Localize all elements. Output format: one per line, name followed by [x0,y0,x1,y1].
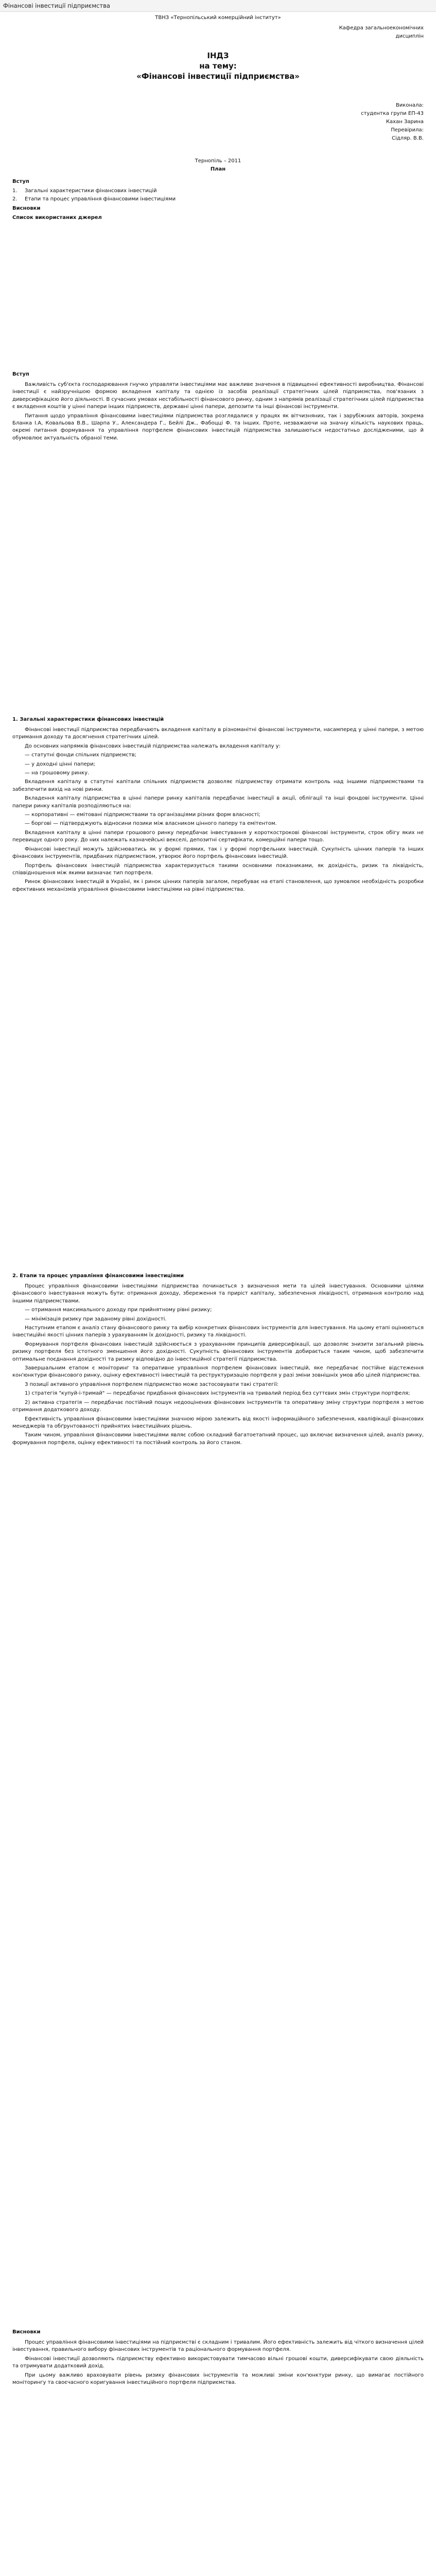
paragraph: Процес управління фінансовими інвестиціями на підприємстві є складним і тривалим. Його ефективність залежить від чіткого визначення цілей інвестування, правильного вибору фінансових інструментів та раціонального формування портфеля. [12,2340,424,2353]
student-name: Кахан Зарина [386,119,424,125]
student-group: студентка групи ЕП-43 [361,111,424,116]
plan-item-text: Етапи та процес управління фінансовими інвестиціями [25,196,176,202]
paragraph: До основних напрямків фінансових інвестицій підприємства належать вкладення капіталу у: [25,743,281,749]
department-line-2: дисциплін [395,33,424,39]
checked-by-label: Перевірила: [391,127,424,133]
conclusions-body [12,2339,424,2388]
done-by-label: Виконала: [395,103,424,108]
department-line: Кафедра загальноекономічних [339,25,424,31]
ministry-line: ТВНЗ «Тернопільський комерційний інститут» [155,15,281,21]
plan-item-text: Загальні характеристики фінансових інвестицій [25,188,157,194]
plan-conclusions: Висновки [12,206,41,211]
conclusions-heading: Висновки [12,2329,41,2335]
section-1-body [12,726,424,895]
list-item: — корпоративні — емітовані підприємствами та організаціями різних форм власності; [25,812,260,818]
intro-body [12,381,424,444]
window-title-bar [0,0,436,12]
paragraph: Ефективність управління фінансовими інвестиціями значною мірою залежить від якості інформаційного забезпечення, кваліфікації фінансових менеджерів та обґрунтованості прийнятих інвестиційних рішень. [12,1416,424,1429]
paragraph: Завершальним етапом є моніторинг та оперативне управління портфелем фінансових інвестицій, яке передбачає постійне відстеження кон'юнктури фінансового ринку, оцінку ефективності інвестицій та реструктуризацію портфеля у разі зміни зовнішніх умов або цілей підприємства. [12,1365,424,1379]
plan-title: План [210,166,226,172]
list-item: — боргові — підтверджують відносини позики між власником цінного паперу та емітентом. [25,821,277,827]
section-1-heading: 1. Загальні характеристики фінансових інвестицій [12,717,164,722]
list-item: 2) активна стратегія — передбачає постійний пошук недооцінених фінансових інструментів та оперативну зміну структури портфеля з метою отримання додаткового доходу. [12,1399,424,1413]
paragraph: Фінансові інвестиції дозволяють підприємству ефективно використовувати тимчасово вільні грошові кошти, диверсифікувати свою діяльність та отримувати додатковий дохід. [12,2355,424,2369]
window-title: Фінансові інвестиції підприємства [3,2,110,9]
plan-references: Список використаних джерел [12,215,102,221]
paragraph: Портфель фінансових інвестицій підприємства характеризується такими основними показниками, як дохідність, ризик та ліквідність, співвідношення між якими визначає тип портфеля. [12,862,424,876]
plan-item-2 [12,196,424,203]
paragraph: Фінансові інвестиції підприємства передбачають вкладення капіталу в різноманітні фінансові інструменти, насамперед у цінні папери, з метою отримання доходу та досягнення стратегічних цілей. [12,727,424,740]
paragraph: Вкладення капіталу в цінні папери грошового ринку передбачає інвестування у короткострокові фінансові інструменти, строк обігу яких не перевищує одного року. До них належать казначейські векселі, депозитні сертифікати, комерційні папери тощо. [12,829,424,843]
paragraph: З позиції активного управління портфелем підприємство може застосовувати такі стратегії: [25,1381,279,1387]
intro-heading: Вступ [12,371,29,377]
list-item: — у доходні цінні папери; [25,761,95,767]
topic-title: «Фінансові інвестиції підприємства» [136,72,300,81]
paragraph: При цьому важливо враховувати рівень ризику фінансових інструментів та можливі зміни кон'юнктури ринку, що вимагає постійного моніторингу та своєчасного коригування інвестиційного портфеля підприємства. [12,2372,424,2386]
list-item: — отримання максимального доходу при прийнятному рівні ризику; [25,1307,212,1313]
plan-intro: Вступ [12,179,29,184]
paragraph: Питання щодо управління фінансовими інвестиціями підприємства розглядалися у працях як вітчизняних, так і зарубіжних авторів, зокрема Бланка І.А, Ковальова В.В., Шарпа У., Александера Г., Бейлі Дж., Фабоцці Ф. та інших. Проте, незважаючи на значну кількість наукових праць, окремі питання формування та управління портфелем фінансових інвестицій підприємства залишаються недостатньо дослідженими, що й обумовлює актуальність обраної теми. [12,413,424,441]
list-item: — на грошовому ринку. [25,770,90,776]
paragraph: Формування портфеля фінансових інвестицій здійснюється з урахуванням принципів диверсифікації, що дозволяє знизити загальний рівень ризику портфеля без істотного зменшення його дохідності. Сукупність фінансових інструментів добирається таким чином, щоб забезпечити оптимальне поєднання дохідності та ризику відповідно до інвестиційної стратегії підприємства. [12,1341,424,1362]
paragraph: Ринок фінансових інвестицій в Україні, як і ринок цінних паперів загалом, перебуває на етапі становлення, що зумовлює необхідність розробки ефективних механізмів управління фінансовими інвестиціями на рівні підприємства. [12,879,424,892]
city-year: Тернопіль – 2011 [195,158,241,164]
checker-name: Сідляр. В.В. [392,135,424,141]
indz-title: ІНДЗ [207,51,229,60]
list-item: — статутні фонди спільних підприємств; [25,752,136,758]
plan-item-number: 1. [12,188,18,194]
topic-prefix: на тему: [199,61,237,71]
paragraph: Наступним етапом є аналіз стану фінансового ринку та вибір конкретних фінансових інструментів для інвестування. На цьому етапі оцінюються інвестиційні якості цінних паперів з урахуванням їх дохідності, ризику та ліквідності. [12,1325,424,1338]
list-item: — мінімізація ризику при заданому рівні дохідності. [25,1316,167,1322]
section-2-heading: 2. Етапи та процес управління фінансовими інвестиціями [12,1273,184,1279]
list-item: 1) стратегія "купуй-і-тримай" — передбачає придбання фінансових інструментів на тривалий період без суттєвих змін структури портфеля; [25,1391,410,1397]
paragraph: Вкладення капіталу підприємства в цінні папери ринку капіталів передбачає інвестиції в акції, облігації та інші фондові інструменти. Цінні папери ринку капіталів розподіляються на: [12,795,424,809]
paragraph: Важливість суб'єкта господарювання гнучко управляти інвестиціями має важливе значення в підвищенні ефективності виробництва. Фінансові інвестиції є найзручнішою формою вкладення капіталу та однією із засобів реалізації стратегічних цілей підприємства, пов'язаних з диверсифікацією його діяльності. В сучасних умовах нестабільності фінансового ринку, одним з напрямів реалізації стратегічних цілей підприємства є вкладення коштів у цінні папери інших підприємств, державні цінні папери, депозити та інші фінансові інструменти. [12,382,424,410]
paragraph: Фінансові інвестиції можуть здійснюватись як у формі прямих, так і у формі портфельних інвестицій. Сукупність цінних паперів та інших фінансових інструментів, придбаних підприємством, утворює його портфель фінансових інвестицій. [12,846,424,860]
plan-item-1 [12,188,424,195]
paragraph: Вкладення капіталу в статутні капітали спільних підприємств дозволяє підприємству отримати контроль над іншими підприємствами та забезпечити вихід на нові ринки. [12,779,424,792]
plan-item-number: 2. [12,196,18,202]
section-2-body [12,1283,424,1448]
paragraph: Таким чином, управління фінансовими інвестиціями являє собою складний багатоетапний процес, що включає визначення цілей, аналіз ринку, формування портфеля, оцінку ефективності та постійний контроль за його станом. [12,1432,424,1446]
paragraph: Процес управління фінансовими інвестиціями підприємства починається з визначення мети та цілей інвестування. Основними цілями фінансового інвестування можуть бути: отримання доходу, збереження та приріст капіталу, забезпечення ліквідності, отримання контролю над іншими підприємствами. [12,1283,424,1304]
